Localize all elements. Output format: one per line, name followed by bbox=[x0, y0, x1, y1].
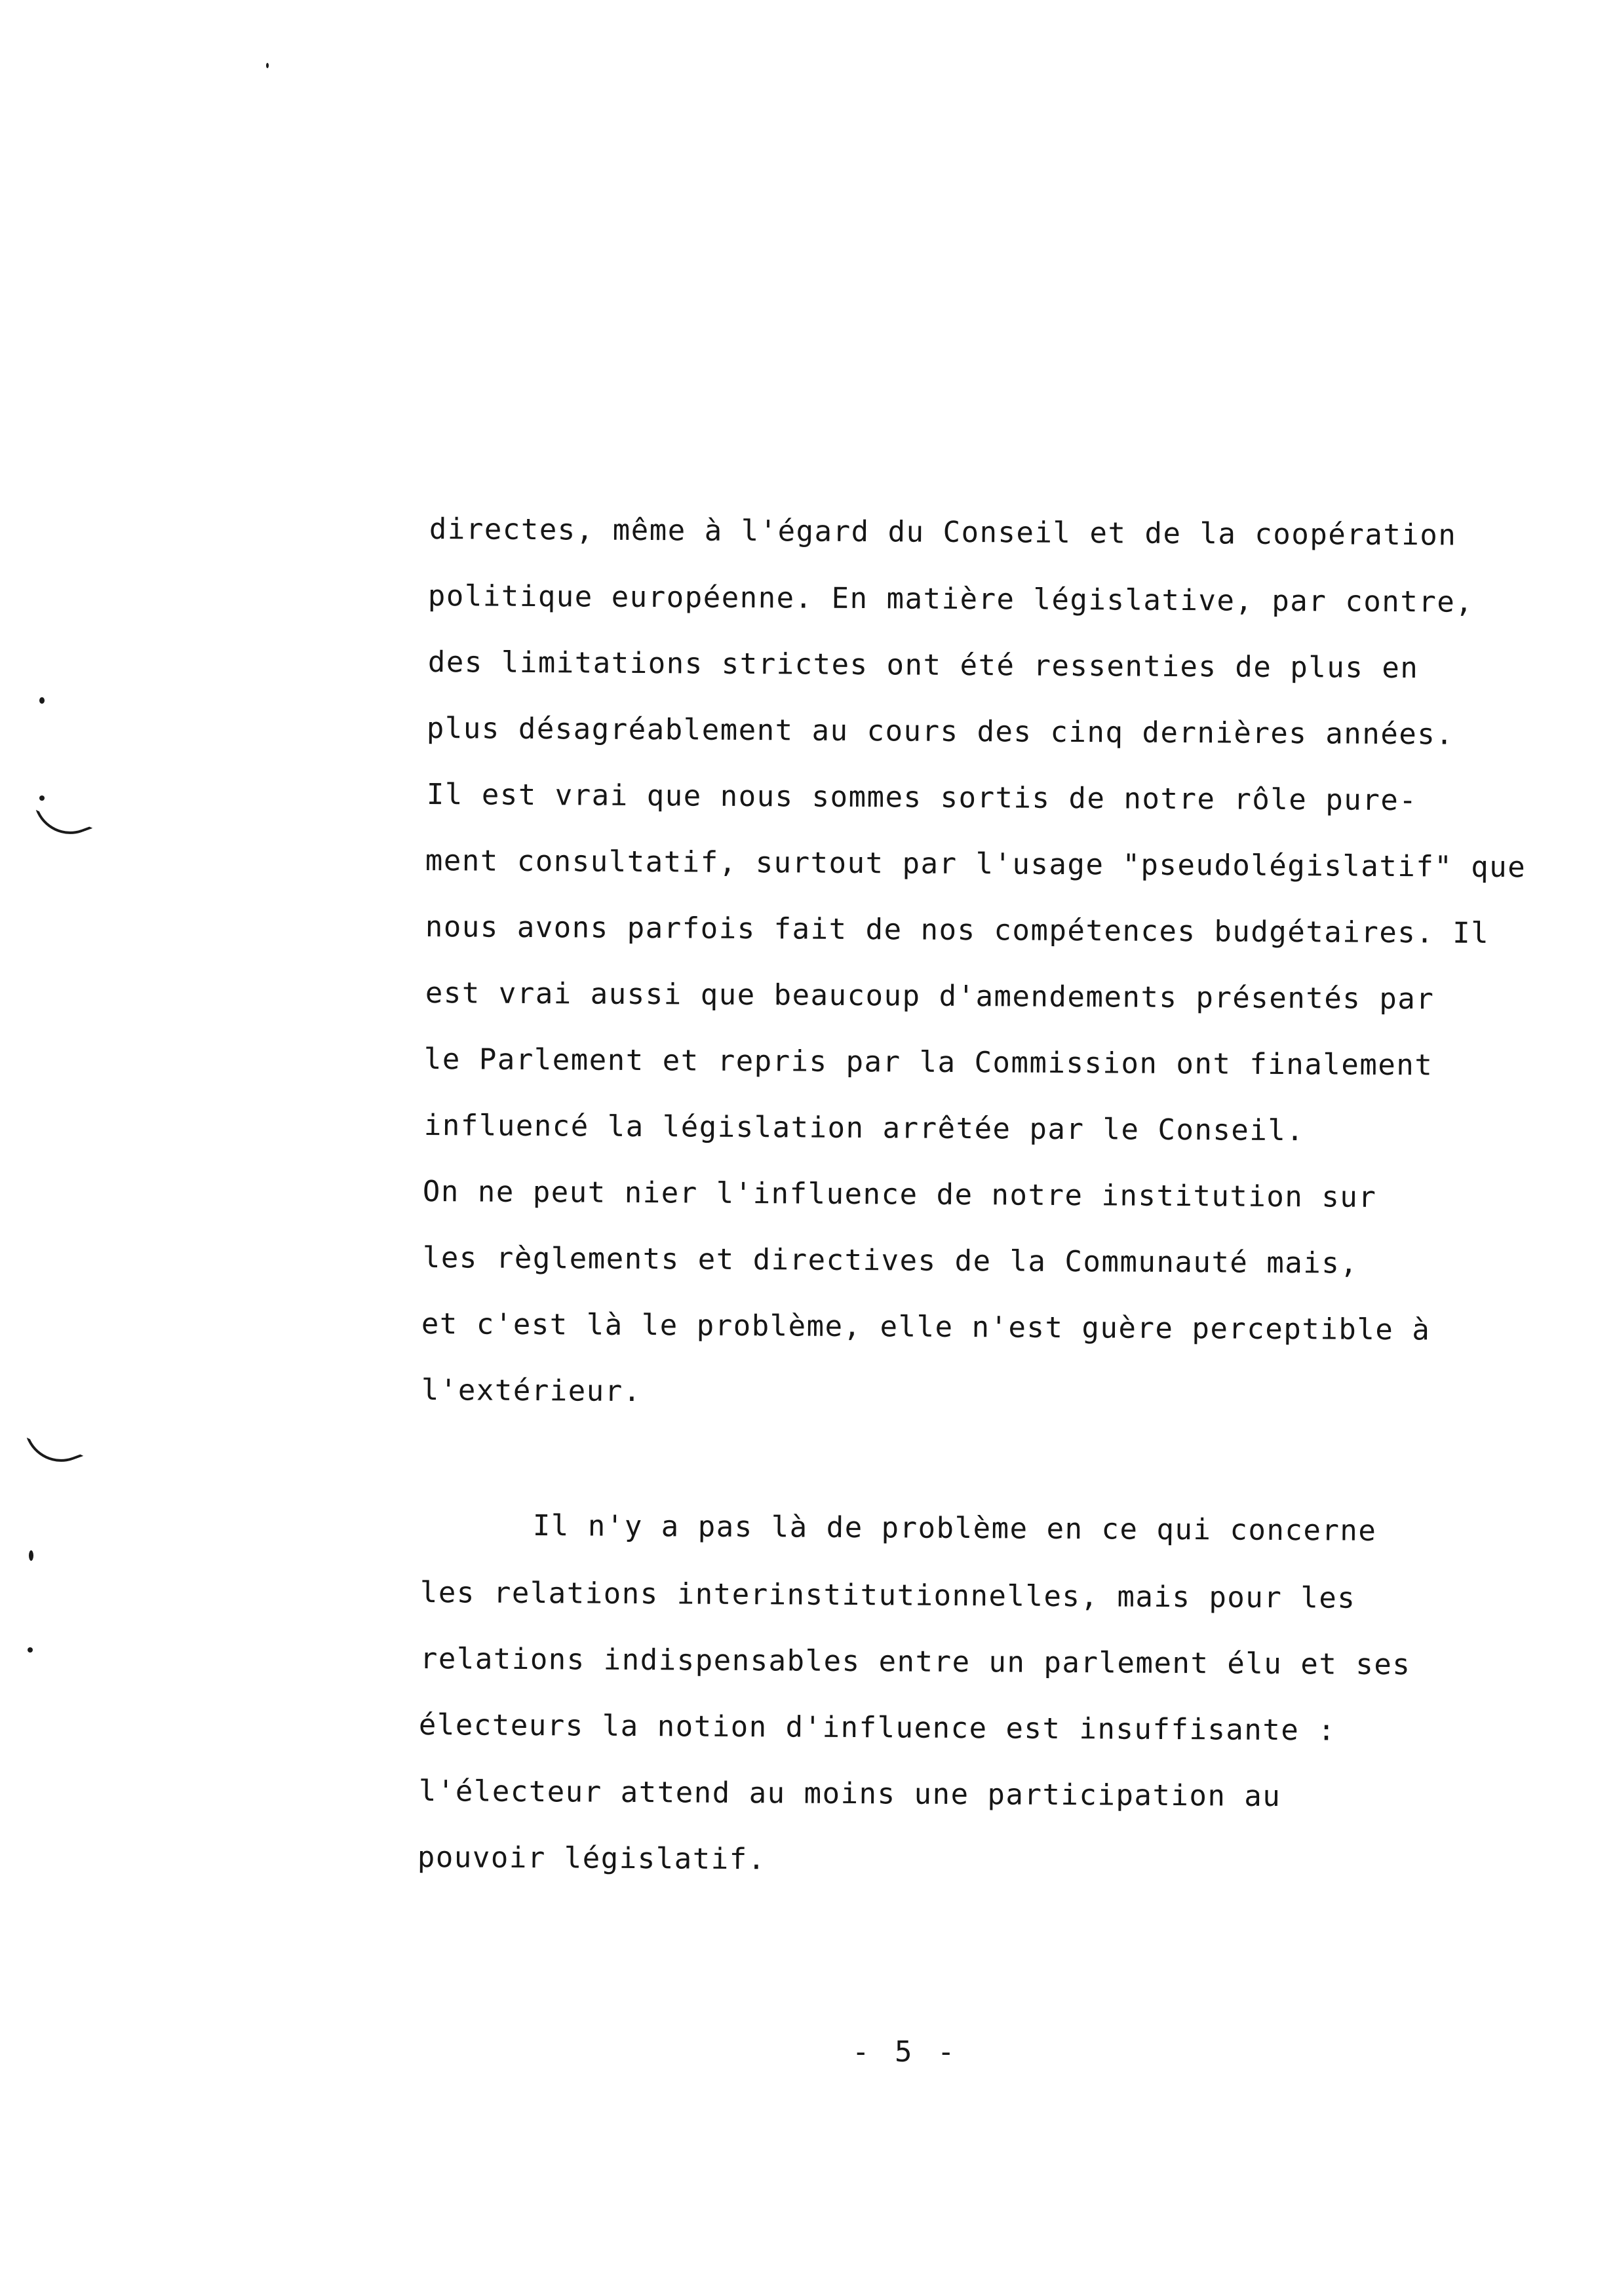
text-line: et c'est là le problème, elle n'est guère perceptible à bbox=[421, 1307, 1431, 1347]
text-line: relations indispensables entre un parlement élu et ses bbox=[419, 1642, 1411, 1682]
text-line: les règlements et directives de la Communauté mais, bbox=[422, 1241, 1359, 1280]
scan-speck bbox=[39, 697, 45, 704]
text-line: directes, même à l'égard du Conseil et de la coopération bbox=[429, 512, 1457, 552]
text-line: est vrai aussi que beaucoup d'amendements présentés par bbox=[425, 976, 1435, 1016]
text-line: influencé la législation arrêtée par le Conseil. bbox=[423, 1109, 1305, 1148]
scan-speck bbox=[39, 795, 45, 801]
text-line: nous avons parfois fait de nos compétences budgétaires. Il bbox=[425, 910, 1490, 950]
scan-speck bbox=[266, 63, 269, 68]
text-line: les relations interinstitutionnelles, mais pour les bbox=[419, 1576, 1356, 1615]
text-line: des limitations strictes ont été ressenties de plus en bbox=[427, 645, 1419, 685]
scan-speck bbox=[29, 1550, 33, 1561]
page-number: - 5 - bbox=[852, 2035, 959, 2069]
punch-hole-mark bbox=[36, 794, 93, 844]
text-line: le Parlement et repris par la Commission ont finalement bbox=[423, 1043, 1433, 1082]
text-line: pouvoir législatif. bbox=[417, 1841, 766, 1877]
text-line: Il n'y a pas là de problème en ce qui concerne bbox=[532, 1509, 1377, 1548]
text-line: plus désagréablement au cours des cinq dernières années. bbox=[426, 712, 1454, 752]
text-line: politique européenne. En matière législative, par contre, bbox=[427, 579, 1474, 619]
text-line: électeurs la notion d'influence est insuffisante : bbox=[418, 1708, 1336, 1748]
text-line: l'extérieur. bbox=[421, 1373, 642, 1409]
text-line: ment consultatif, surtout par l'usage "pseudolégislatif" que bbox=[425, 844, 1527, 885]
text-line: On ne peut nier l'influence de notre institution sur bbox=[422, 1175, 1377, 1214]
scan-speck bbox=[28, 1647, 33, 1653]
punch-hole-mark bbox=[27, 1421, 84, 1472]
text-line: Il est vrai que nous sommes sortis de notre rôle pure- bbox=[426, 778, 1418, 818]
text-line: l'électeur attend au moins une participation au bbox=[418, 1774, 1281, 1814]
